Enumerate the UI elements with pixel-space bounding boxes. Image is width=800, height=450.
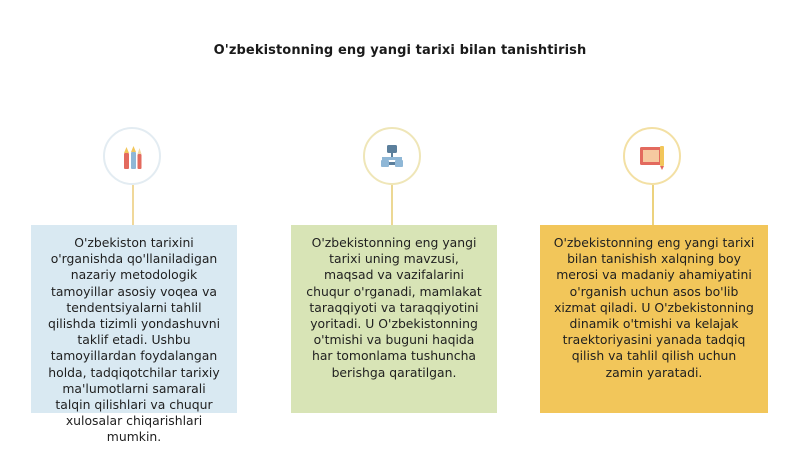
step-3-icon-circle bbox=[623, 127, 681, 185]
step-2-connector bbox=[391, 185, 393, 225]
book-pencil-icon bbox=[625, 129, 679, 183]
step-1-connector bbox=[132, 185, 134, 225]
step-2-card: O'zbekistonning eng yangi tarixi uning mavzusi, maqsad va vazifalarini chuqur o'rganadi, mamlakat taraqqiyoti va taraqqiyotini yoritadi. U O'zbekistonning o'tmishi va buguni haqida har tomonlama tushuncha berishga qaratilgan. bbox=[291, 225, 497, 413]
step-3-connector bbox=[652, 185, 654, 225]
diagram-title: O'zbekistonning eng yangi tarixi bilan tanishtirish bbox=[213, 43, 587, 58]
step-1-card: O'zbekiston tarixini o'rganishda qo'llaniladigan nazariy metodologik tamoyillar asosiy voqea va tendentsiyalarni tahlil qilishda tizimli yondashuvni taklif etadi. Ushbu tamoyillardan foydalangan holda, tadqiqotchilar tarixiy ma'lumotlarni samarali talqin qilishlari va chuqur xulosalar chiqarishlari mumkin. bbox=[31, 225, 237, 413]
step-1-icon-circle bbox=[103, 127, 161, 185]
step-2-icon-circle bbox=[363, 127, 421, 185]
pencils-icon bbox=[105, 129, 159, 183]
step-3-card: O'zbekistonning eng yangi tarixi bilan tanishish xalqning boy merosi va madaniy ahamiyatini o'rganish uchun asos bo'lib xizmat qiladi. U O'zbekistonning dinamik o'tmishi va kelajak traektoriyasini yanada tadqiq qilish va tahlil qilish uchun zamin yaratadi. bbox=[540, 225, 768, 413]
network-icon bbox=[365, 129, 419, 183]
